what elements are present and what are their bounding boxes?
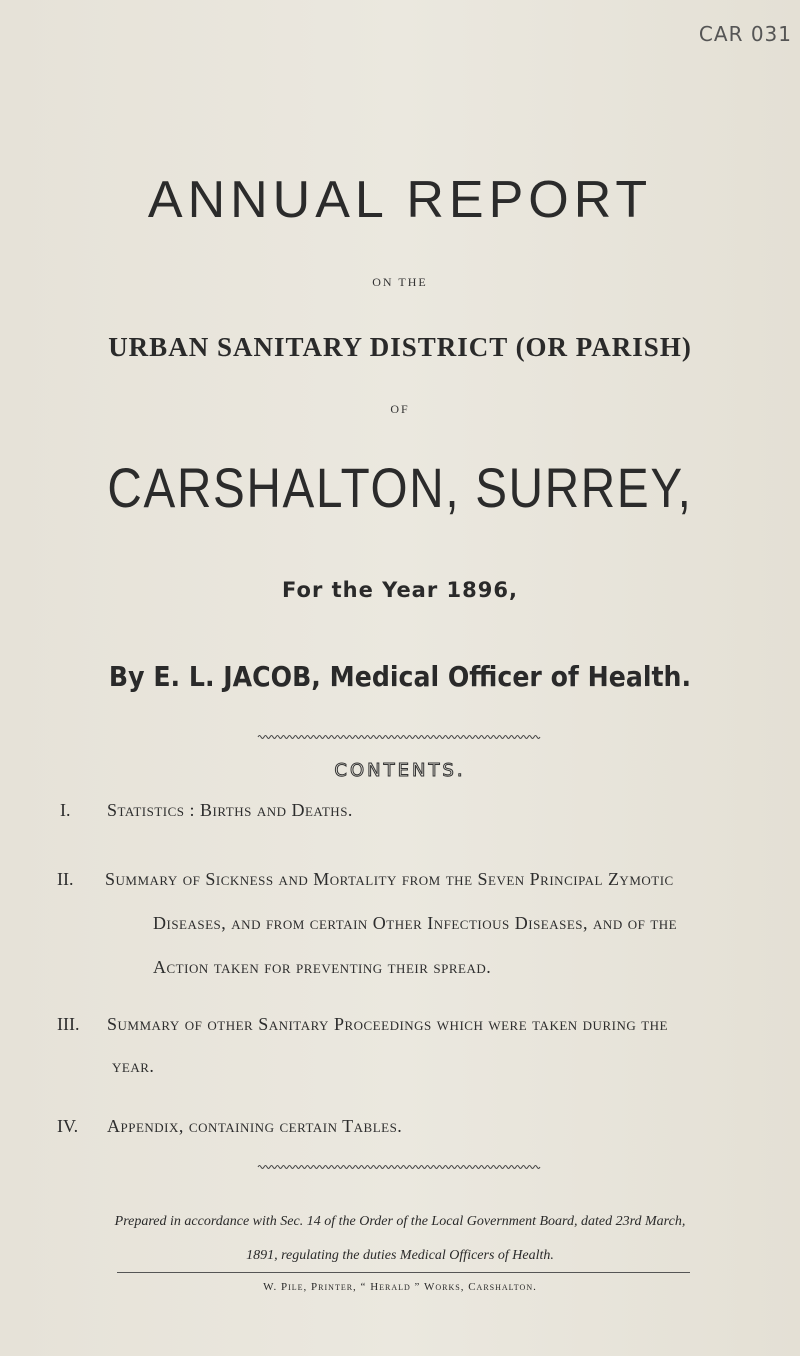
contents-item-text: Action taken for preventing their spread.: [153, 957, 492, 977]
wavy-divider-bottom: [0, 1162, 800, 1172]
contents-item-number: IV.: [57, 1116, 79, 1136]
on-the-label: ON THE: [372, 275, 428, 289]
contents-item-number: I.: [60, 800, 71, 820]
contents-item-3: [57, 1005, 717, 1085]
contents-item-text: Diseases, and from certain Other Infectious Diseases, and of the: [153, 913, 678, 933]
footer-rule: [117, 1272, 690, 1273]
contents-item-text: year.: [112, 1056, 155, 1076]
place-name: CARSHALTON, SURREY,: [107, 456, 693, 519]
contents-item-2: [57, 860, 717, 980]
district-name: URBAN SANITARY DISTRICT (OR PARISH): [108, 332, 692, 362]
prepared-note-line-2: 1891, regulating the duties Medical Officers of Health.: [246, 1248, 554, 1263]
contents-item-1: [60, 791, 720, 831]
archive-reference-mark: CAR 031: [698, 22, 792, 46]
contents-item-text: Summary of other Sanitary Proceedings which were taken during the: [107, 1014, 668, 1034]
contents-item-4: [57, 1107, 717, 1147]
printer-imprint: W. Pile, Printer, “ Herald ” Works, Carshalton.: [263, 1281, 537, 1293]
prepared-note-line-1: Prepared in accordance with Sec. 14 of the Order of the Local Government Board, dated 23rd March,: [114, 1214, 686, 1229]
contents-heading: CONTENTS.: [334, 760, 466, 781]
of-label: OF: [390, 402, 410, 416]
contents-item-number: II.: [57, 869, 74, 889]
wavy-divider-top: [0, 732, 800, 742]
contents-item-text: Statistics : Births and Deaths.: [107, 800, 353, 820]
report-title: ANNUAL REPORT: [147, 171, 653, 229]
contents-item-text: Summary of Sickness and Mortality from the Seven Principal Zymotic: [105, 869, 674, 889]
prepared-note: [0, 1205, 800, 1273]
year-line: For the Year 1896,: [282, 578, 518, 602]
contents-item-text: Appendix, containing certain Tables.: [107, 1116, 403, 1136]
contents-item-number: III.: [57, 1014, 80, 1034]
author-line: By E. L. JACOB, Medical Officer of Health.: [108, 660, 692, 693]
